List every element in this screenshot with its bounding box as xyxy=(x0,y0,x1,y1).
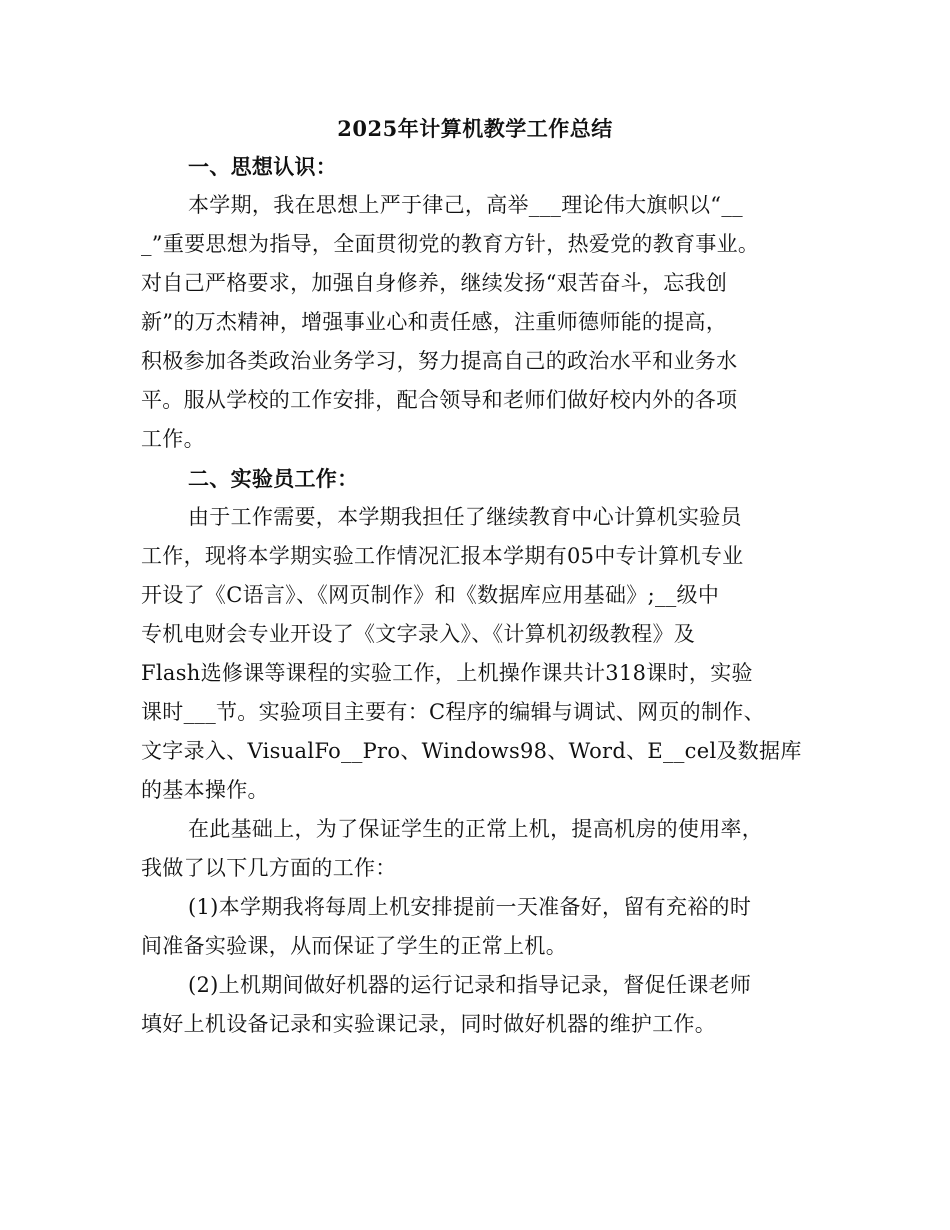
paragraph-line: _”重要思想为指导，全面贯彻党的教育方针，热爱党的教育事业。 xyxy=(141,232,760,256)
paragraph-line: 开设了《C语言》、《网页制作》和《数据库应用基础》;__级中 xyxy=(141,583,720,607)
paragraph-line: 平。服从学校的工作安排，配合领导和老师们做好校内外的各项 xyxy=(141,388,738,412)
paragraph-line: 工作，现将本学期实验工作情况汇报本学期有05中专计算机专业 xyxy=(141,544,744,568)
paragraph-line: 本学期，我在思想上严于律己，高举___理论伟大旗帜以“__ xyxy=(188,193,743,217)
paragraph-line: 的基本操作。 xyxy=(141,778,269,802)
paragraph-line: 专机电财会专业开设了《文字录入》、《计算机初级教程》及 xyxy=(141,622,696,646)
paragraph-line: 课时___节。实验项目主要有：C程序的编辑与调试、网页的制作、 xyxy=(141,700,765,724)
paragraph-line: 填好上机设备记录和实验课记录，同时做好机器的维护工作。 xyxy=(141,1012,717,1036)
paragraph-line: 间准备实验课，从而保证了学生的正常上机。 xyxy=(141,934,567,958)
paragraph-line: 新”的万杰精神，增强事业心和责任感，注重师德师能的提高， xyxy=(141,310,728,334)
paragraph-line: (2)上机期间做好机器的运行记录和指导记录，督促任课老师 xyxy=(188,973,752,997)
paragraph-line: 文字录入、VisualFo__Pro、Windows98、Word、E__cel及数据库 xyxy=(141,739,802,763)
section-heading: 二、实验员工作： xyxy=(188,466,359,491)
paragraph-line: (1)本学期我将每周上机安排提前一天准备好，留有充裕的时 xyxy=(188,895,752,919)
paragraph-line: 积极参加各类政治业务学习，努力提高自己的政治水平和业务水 xyxy=(141,349,738,373)
paragraph-line: Flash选修课等课程的实验工作，上机操作课共计318课时，实验 xyxy=(141,661,753,685)
paragraph-line: 由于工作需要，本学期我担任了继续教育中心计算机实验员 xyxy=(188,505,742,529)
paragraph-line: 在此基础上，为了保证学生的正常上机，提高机房的使用率， xyxy=(188,817,764,841)
document-body xyxy=(141,147,821,1044)
document-title: 2025年计算机教学工作总结 xyxy=(337,116,613,141)
paragraph-line: 工作。 xyxy=(141,427,205,451)
paragraph-line: 对自己严格要求，加强自身修养，继续发扬“艰苦奋斗，忘我创 xyxy=(141,271,728,295)
section-heading: 一、思想认识： xyxy=(188,154,338,179)
paragraph-line: 我做了以下几方面的工作： xyxy=(141,856,397,880)
